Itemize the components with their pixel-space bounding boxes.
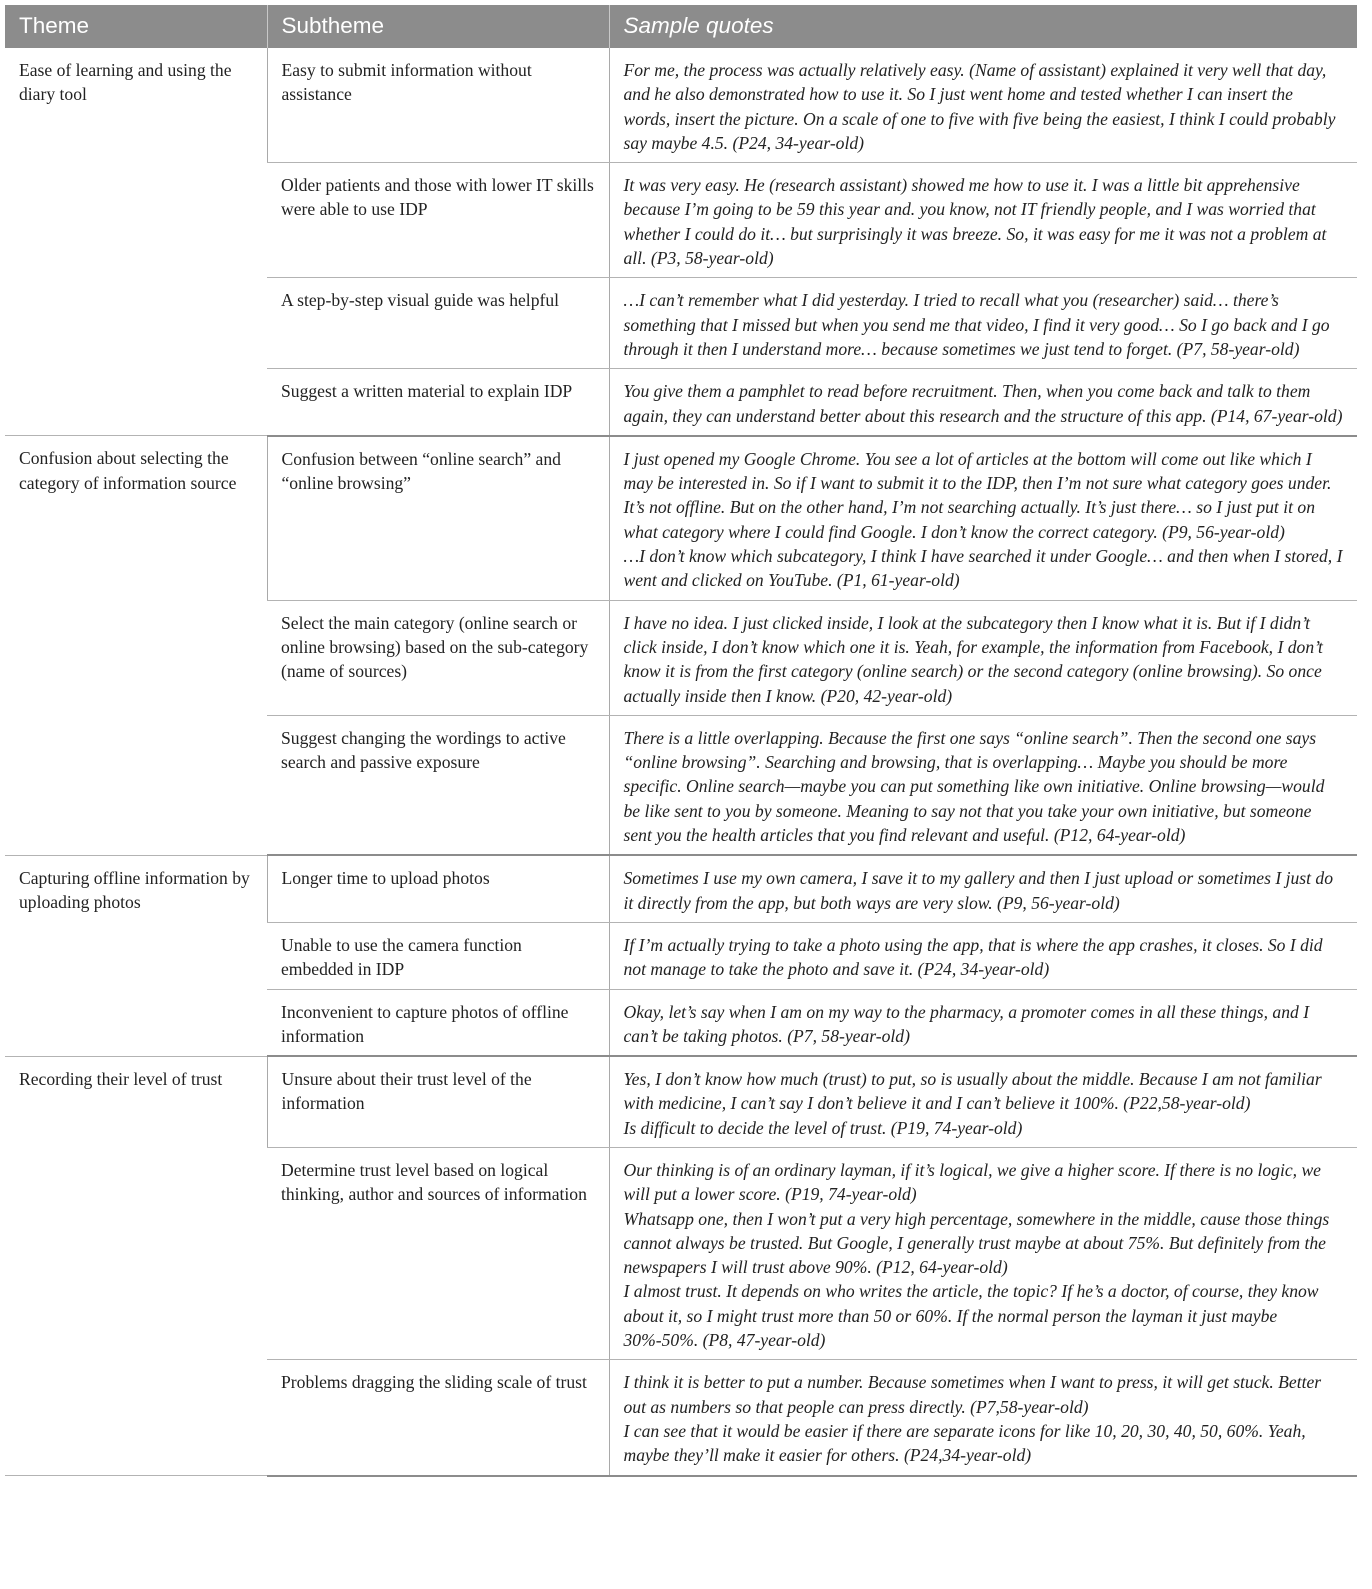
subtheme-cell: Inconvenient to capture photos of offline information	[267, 989, 609, 1056]
themes-table	[5, 5, 1357, 1477]
subtheme-cell: Problems dragging the sliding scale of trust	[267, 1360, 609, 1476]
quote-text: It was very easy. He (research assistant) showed me how to use it. I was a little bit apprehensive because I’m going to be 59 this year and. you know, not IT friendly people, and I was worried that whether I could do it… but surprisingly it was breeze. So, it was easy for me it was not a problem at all. (P3, 58-year-old)	[623, 175, 1327, 269]
sample-quotes-cell	[609, 600, 1357, 715]
sample-quotes-cell	[609, 855, 1357, 922]
table-body	[5, 48, 1357, 1476]
subtheme-cell: Suggest changing the wordings to active search and passive exposure	[267, 715, 609, 855]
quote-text: There is a little overlapping. Because the first one says “online search”. Then the second one says “online browsing”. Searching and browsing, that is overlapping… Maybe you should be more specific. Online search—maybe you can put something like own initiative. Online browsing—would be like sent to you by someone. Meaning to say not that you take your own initiative, but someone sent you the health articles that you find relevant and useful. (P12, 64-year-old)	[623, 727, 1325, 846]
subtheme-column-header: Subtheme	[267, 5, 609, 48]
subtheme-cell: Longer time to upload photos	[267, 855, 609, 922]
sample-quotes-cell	[609, 1360, 1357, 1476]
quote-text: I have no idea. I just clicked inside, I look at the subcategory then I know what it is. But if I didn’t click inside, I don’t know which one it is. Yeah, for example, the information from Facebook, I don’t know it is from the first category (online search) or the second category (online browsing). So once actually inside then I know. (P20, 42-year-old)	[623, 612, 1323, 706]
subtheme-cell: Determine trust level based on logical thinking, author and sources of information	[267, 1147, 609, 1359]
subtheme-cell: Unsure about their trust level of the information	[267, 1056, 609, 1147]
quote-text: I can see that it would be easier if there are separate icons for like 10, 20, 30, 40, 50, 60%. Yeah, maybe they’ll make it easier for others. (P24,34-year-old)	[623, 1420, 1306, 1466]
sample-quotes-cell	[609, 163, 1357, 278]
sample-quotes-cell	[609, 48, 1357, 163]
sample-quotes-cell	[609, 922, 1357, 989]
quote-text: If I’m actually trying to take a photo using the app, that is where the app crashes, it closes. So I did not manage to take the photo and save it. (P24, 34-year-old)	[623, 934, 1323, 980]
sample-quotes-column-header: Sample quotes	[609, 5, 1357, 48]
sample-quotes-cell	[609, 1147, 1357, 1359]
quote-text: Our thinking is of an ordinary layman, if it’s logical, we give a higher score. If there is no logic, we will put a lower score. (P19, 74-year-old)	[623, 1159, 1321, 1205]
sample-quotes-cell	[609, 1056, 1357, 1147]
subtheme-cell: Easy to submit information without assistance	[267, 48, 609, 163]
subtheme-cell: Confusion between “online search” and “online browsing”	[267, 436, 609, 600]
quote-text: For me, the process was actually relatively easy. (Name of assistant) explained it very well that day, and he also demonstrated how to use it. So I just went home and tested whether I can insert the words, insert the picture. On a scale of one to five with five being the easiest, I think I could probably say maybe 4.5. (P24, 34-year-old)	[623, 60, 1336, 153]
sample-quotes-cell	[609, 989, 1357, 1056]
quote-text: I just opened my Google Chrome. You see a lot of articles at the bottom will come out like which I may be interested in. So if I want to submit it to the IDP, then I’m not sure what category goes under. It’s not offline. But on the other hand, I’m not searching actually. It’s just there… so I just put it on what category where I could find Google. I don’t know the correct category. (P9, 56-year-old)	[623, 448, 1332, 542]
quote-text: I almost trust. It depends on who writes the article, the topic? If he’s a doctor, of course, they know about it, so I might trust more than 50 or 60%. If the normal person the layman it just maybe 30%-50%. (P8, 47-year-old)	[623, 1281, 1319, 1351]
quote-text: Whatsapp one, then I won’t put a very high percentage, somewhere in the middle, cause those things cannot always be trusted. But Google, I generally trust maybe at about 75%. But definitely from the newspapers I will trust above 90%. (P12, 64-year-old)	[623, 1208, 1330, 1278]
theme-cell: Capturing offline information by uploading photos	[5, 855, 267, 1056]
header-row	[5, 5, 1357, 48]
quote-text: …I don’t know which subcategory, I think I have searched it under Google… and then when I stored, I went and clicked on YouTube. (P1, 61-year-old)	[623, 546, 1343, 591]
subtheme-cell: Suggest a written material to explain IDP	[267, 369, 609, 436]
subtheme-cell: A step-by-step visual guide was helpful	[267, 278, 609, 369]
sample-quotes-cell	[609, 436, 1357, 600]
quote-text: Okay, let’s say when I am on my way to the pharmacy, a promoter comes in all these things, and I can’t be taking photos. (P7, 58-year-old)	[623, 1001, 1310, 1046]
quote-text: Is difficult to decide the level of trust. (P19, 74-year-old)	[623, 1117, 1023, 1138]
theme-column-header: Theme	[5, 5, 267, 48]
sample-quotes-cell	[609, 278, 1357, 369]
theme-cell: Confusion about selecting the category of information source	[5, 436, 267, 855]
table-row	[5, 1056, 1357, 1147]
table-row	[5, 855, 1357, 922]
theme-cell: Recording their level of trust	[5, 1056, 267, 1475]
table-header	[5, 5, 1357, 48]
quote-text: Yes, I don’t know how much (trust) to put, so is usually about the middle. Because I am not familiar with medicine, I can’t say I don’t believe it and I can’t believe it 100%. (P22,58-year-old)	[623, 1069, 1322, 1114]
sample-quotes-cell	[609, 715, 1357, 855]
subtheme-cell: Older patients and those with lower IT skills were able to use IDP	[267, 163, 609, 278]
quote-text: I think it is better to put a number. Because sometimes when I want to press, it will get stuck. Better out as numbers so that people can press directly. (P7,58-year-old)	[623, 1372, 1322, 1417]
subtheme-cell: Unable to use the camera function embedded in IDP	[267, 922, 609, 989]
theme-cell: Ease of learning and using the diary tool	[5, 48, 267, 436]
table-row	[5, 48, 1357, 163]
table-row	[5, 436, 1357, 600]
subtheme-cell: Select the main category (online search or online browsing) based on the sub-category (name of sources)	[267, 600, 609, 715]
quote-text: …I can’t remember what I did yesterday. I tried to recall what you (researcher) said… there’s something that I missed but when you send me that video, I find it very good… So I go back and I go through it then I understand more… because sometimes we just tend to forget. (P7, 58-year-old)	[623, 290, 1330, 359]
sample-quotes-cell	[609, 369, 1357, 436]
quote-text: Sometimes I use my own camera, I save it to my gallery and then I just upload or sometimes I just do it directly from the app, but both ways are very slow. (P9, 56-year-old)	[623, 868, 1334, 913]
quote-text: You give them a pamphlet to read before recruitment. Then, when you come back and talk to them again, they can understand better about this research and the structure of this app. (P14, 67-year-old)	[623, 381, 1343, 426]
